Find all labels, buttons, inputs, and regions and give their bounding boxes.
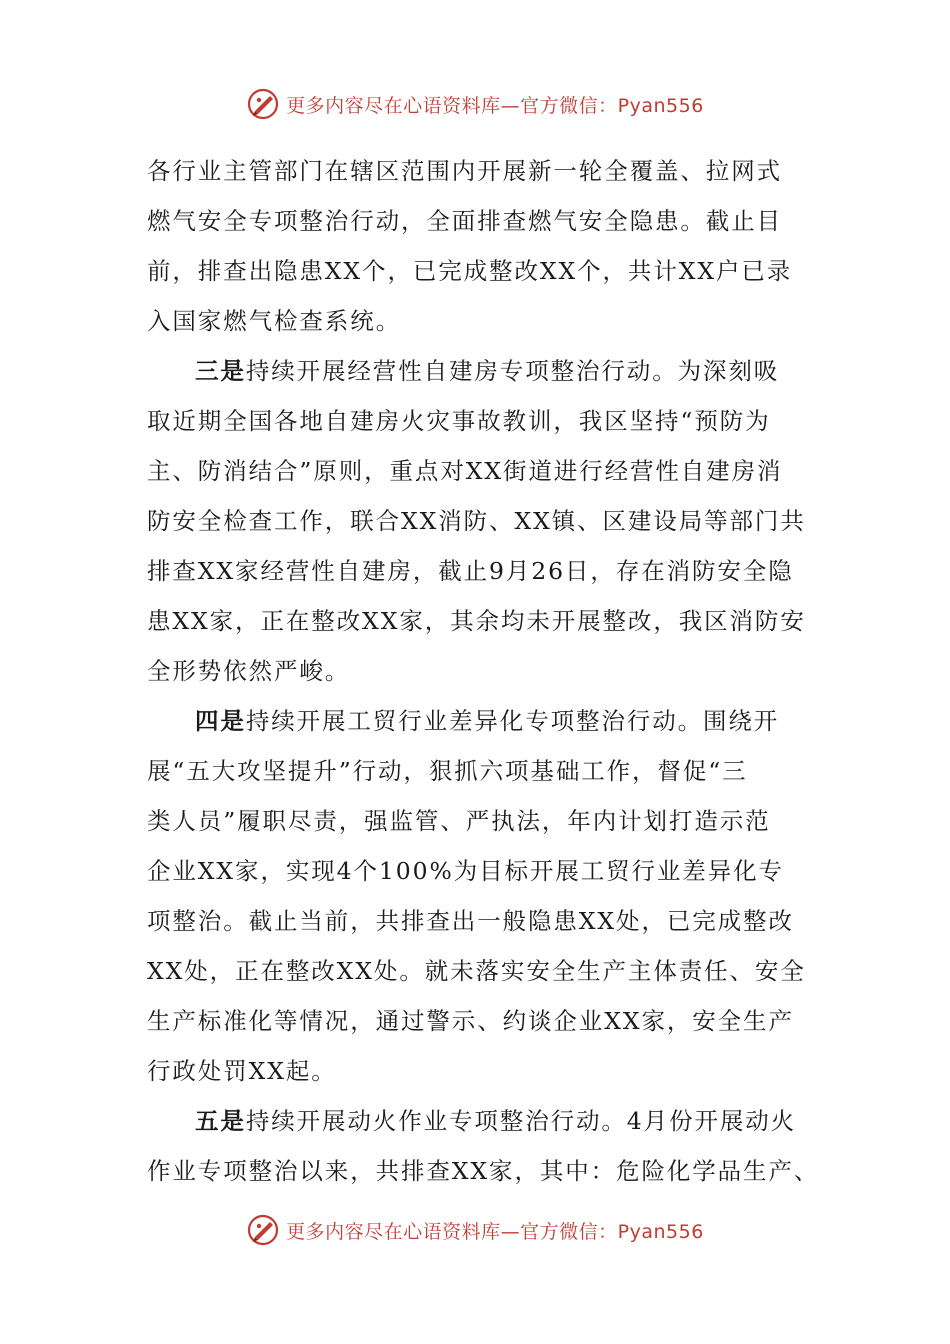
paragraph-text: 持续开展经营性自建房专项整治行动。为深刻吸	[245, 357, 780, 385]
document-line	[147, 846, 807, 896]
document-line	[147, 646, 807, 696]
paragraph-text: 类人员”履职尽责，强监管、严执法，年内计划打造示范	[147, 807, 771, 835]
paragraph-text: 作业专项整治以来，共排查XX家，其中：危险化学品生产、	[147, 1157, 820, 1185]
paragraph-text: 防安全检查工作，联合XX消防、XX镇、区建设局等部门共	[147, 507, 806, 535]
paragraph-text: 排查XX家经营性自建房，截止9月26日，存在消防安全隐	[147, 557, 794, 585]
document-line	[147, 396, 807, 446]
document-line	[147, 1096, 807, 1146]
document-line	[147, 1146, 820, 1196]
document-line	[147, 146, 807, 196]
document-line	[147, 946, 807, 996]
paragraph-text: 生产标准化等情况，通过警示、约谈企业XX家，安全生产	[147, 1007, 794, 1035]
paragraph-text: 企业XX家，实现4个100%为目标开展工贸行业差异化专	[147, 857, 784, 885]
document-line	[147, 296, 807, 346]
paragraph-text: XX处，正在整改XX处。就未落实安全生产主体责任、安全	[147, 957, 806, 985]
paragraph-text: 展“五大攻坚提升”行动，狠抓六项基础工作，督促“三	[147, 757, 748, 785]
header-watermark-text: 更多内容尽在心语资料库—官方微信：Pyan556	[286, 94, 704, 117]
paragraph-lead-label: 三是	[195, 357, 246, 385]
header-watermark-banner	[0, 84, 950, 124]
paragraph-text: 主、防消结合”原则，重点对XX街道进行经营性自建房消	[147, 457, 783, 485]
footer-watermark-banner	[0, 1210, 950, 1250]
document-line	[147, 746, 807, 796]
document-line	[147, 796, 807, 846]
footer-watermark-text: 更多内容尽在心语资料库—官方微信：Pyan556	[286, 1220, 704, 1243]
pen-circle-logo-icon	[246, 1213, 280, 1247]
document-line	[147, 1046, 807, 1096]
document-line	[147, 546, 807, 596]
paragraph-text: 全形势依然严峻。	[147, 657, 351, 685]
paragraph-text: 项整治。截止当前，共排查出一般隐患XX处，已完成整改	[147, 907, 794, 935]
paragraph-text: 各行业主管部门在辖区范围内开展新一轮全覆盖、拉网式	[147, 157, 782, 185]
paragraph-text: 取近期全国各地自建房火灾事故教训，我区坚持“预防为	[147, 407, 771, 435]
document-line	[147, 196, 807, 246]
paragraph-text: 前，排查出隐患XX个，已完成整改XX个，共计XX户已录	[147, 257, 793, 285]
document-line	[147, 346, 807, 396]
document-line	[147, 496, 807, 546]
document-line	[147, 996, 807, 1046]
paragraph-text: 燃气安全专项整治行动，全面排查燃气安全隐患。截止目	[147, 207, 782, 235]
paragraph-text: 行政处罚XX起。	[147, 1057, 337, 1085]
paragraph-text: 入国家燃气检查系统。	[147, 307, 401, 335]
paragraph-text: 患XX家，正在整改XX家，其余均未开展整改，我区消防安	[147, 607, 806, 635]
pen-circle-logo-icon	[246, 87, 280, 121]
document-line	[147, 596, 807, 646]
document-line	[147, 246, 807, 296]
document-line	[147, 446, 807, 496]
document-line	[147, 896, 807, 946]
document-body	[147, 146, 820, 1196]
paragraph-text: 持续开展动火作业专项整治行动。4月份开展动火	[245, 1107, 797, 1135]
paragraph-lead-label: 五是	[195, 1107, 246, 1135]
paragraph-text: 持续开展工贸行业差异化专项整治行动。围绕开	[245, 707, 780, 735]
document-line	[147, 696, 807, 746]
paragraph-lead-label: 四是	[195, 707, 246, 735]
